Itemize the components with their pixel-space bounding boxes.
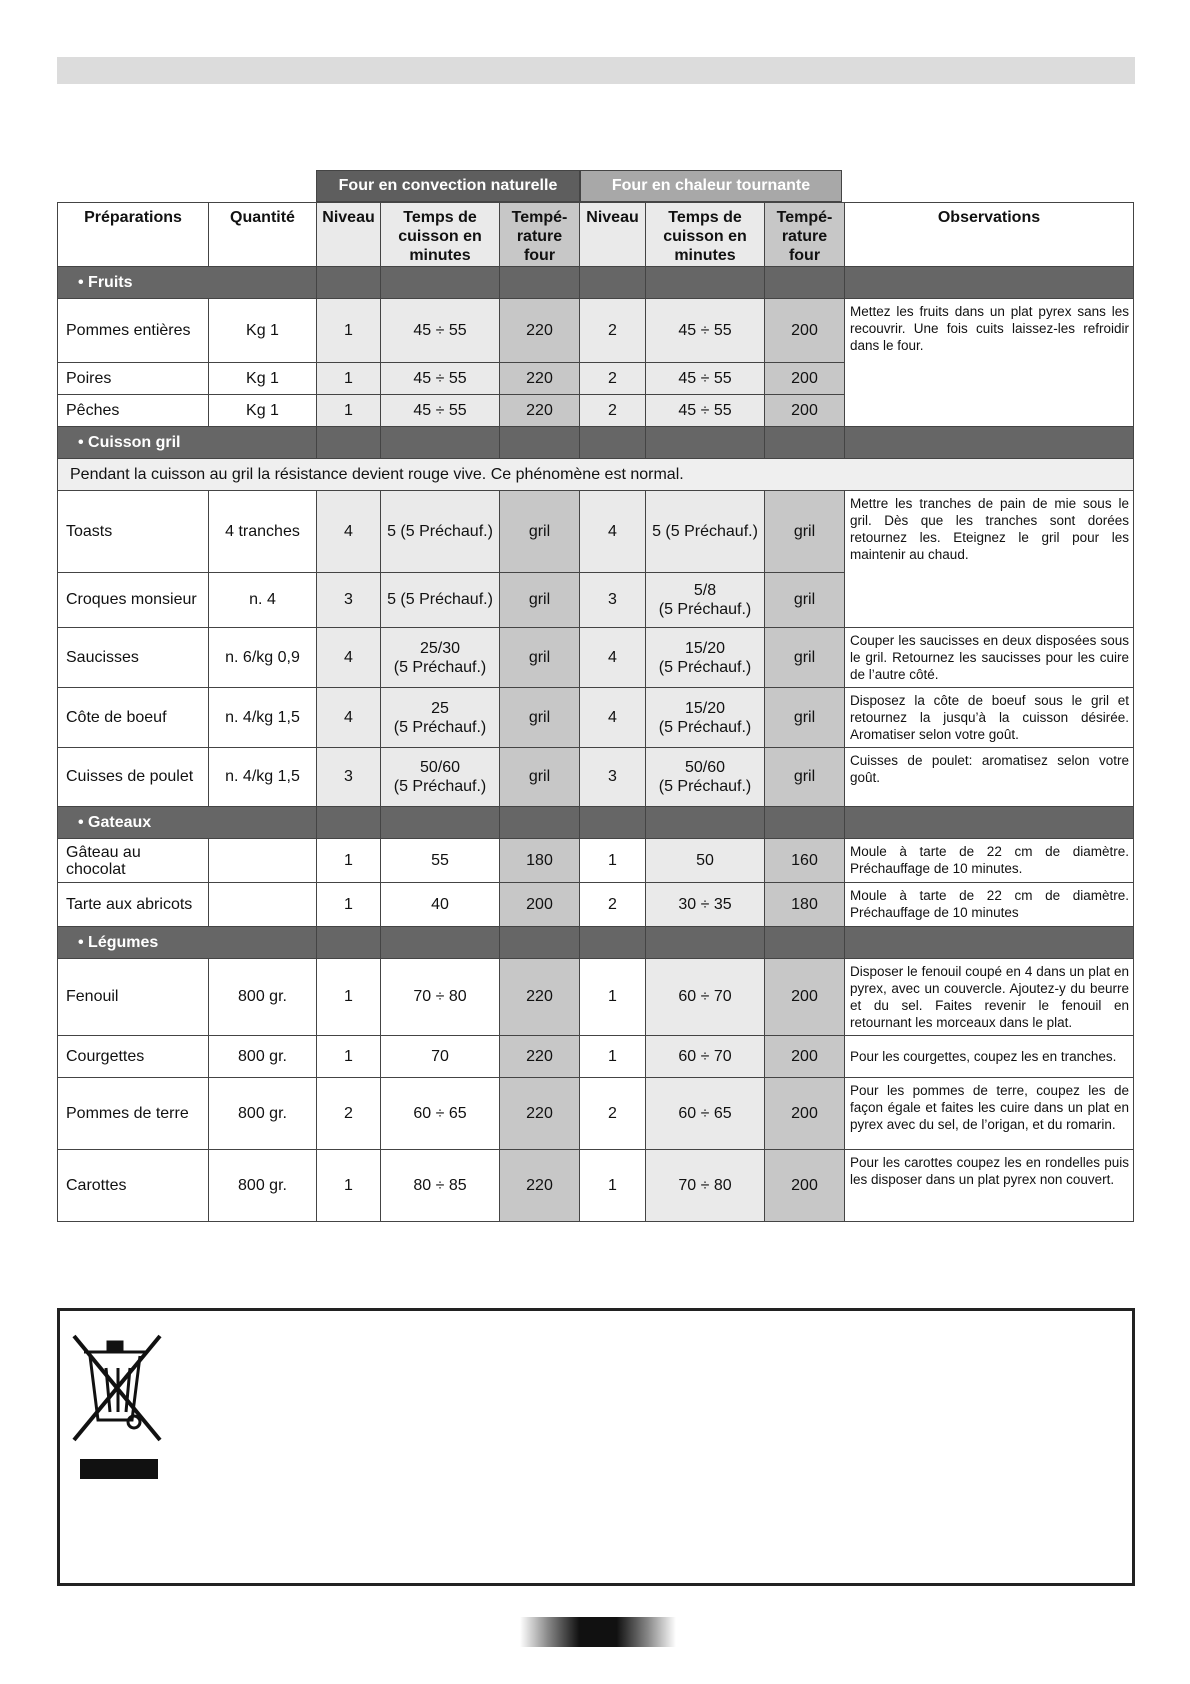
row-name: Pêches xyxy=(58,395,209,427)
cell-temps: 45 ÷ 55 xyxy=(646,299,765,363)
cell-temperature: 200 xyxy=(765,1036,845,1078)
cell-temps: 45 ÷ 55 xyxy=(646,363,765,395)
cell-temperature: 220 xyxy=(500,959,580,1036)
cell-temps: 5/8 (5 Préchauf.) xyxy=(646,573,765,628)
cell-temps: 15/20 (5 Préchauf.) xyxy=(646,628,765,688)
cell-niveau: 2 xyxy=(580,395,646,427)
header-convection-naturelle: Four en convection naturelle xyxy=(316,170,580,202)
cell-temps: 15/20 (5 Préchauf.) xyxy=(646,688,765,748)
section-row-fruits xyxy=(58,267,1134,299)
cell-temps: 55 xyxy=(381,839,500,883)
row-name: Croques monsieur xyxy=(58,573,209,628)
row-name: Toasts xyxy=(58,491,209,573)
row-name: Gâteau au chocolat xyxy=(58,839,209,883)
row-qty: 800 gr. xyxy=(209,1036,317,1078)
cell-temps: 80 ÷ 85 xyxy=(381,1150,500,1222)
cell-temperature: 220 xyxy=(500,1036,580,1078)
col-quantite: Quantité xyxy=(209,203,317,267)
cell-temperature: 200 xyxy=(765,395,845,427)
cell-niveau: 3 xyxy=(317,748,381,807)
cell-temperature: 200 xyxy=(765,299,845,363)
row-qty: n. 4/kg 1,5 xyxy=(209,748,317,807)
top-grey-bar xyxy=(57,57,1135,84)
cell-niveau: 2 xyxy=(580,883,646,927)
table-row xyxy=(58,491,1134,573)
table-row xyxy=(58,839,1134,883)
table-row xyxy=(58,299,1134,363)
section-row-gateaux xyxy=(58,807,1134,839)
cell-temps: 60 ÷ 65 xyxy=(381,1078,500,1150)
row-name: Carottes xyxy=(58,1150,209,1222)
table-row xyxy=(58,1036,1134,1078)
cell-niveau: 1 xyxy=(317,363,381,395)
page-number-bar xyxy=(520,1617,676,1647)
header-chaleur-tournante: Four en chaleur tournante xyxy=(580,170,842,202)
cell-niveau: 1 xyxy=(317,1150,381,1222)
weee-black-bar xyxy=(80,1459,158,1479)
cooking-table xyxy=(57,202,1134,1222)
observation-cell: Pour les pommes de terre, coupez les de façon égale et faites les cuire dans un plat en pyrex avec du sel, de l’origan, et du romarin. xyxy=(845,1078,1134,1150)
observation-cell: Disposer le fenouil coupé en 4 dans un plat en pyrex, avec un couvercle. Ajoutez-y du beurre et du sel. Faites revenir le fenouil en retournant les morceaux dans le plat. xyxy=(845,959,1134,1036)
cell-niveau: 1 xyxy=(580,1150,646,1222)
row-name: Poires xyxy=(58,363,209,395)
cell-temperature: gril xyxy=(500,748,580,807)
row-qty: n. 6/kg 0,9 xyxy=(209,628,317,688)
table-row xyxy=(58,1150,1134,1222)
col-niveau-tour: Niveau xyxy=(580,203,646,267)
observation-cell: Cuisses de poulet: aromatisez selon votre goût. xyxy=(845,748,1134,807)
crossed-out-wheelie-bin-icon xyxy=(70,1328,166,1444)
cell-temperature: gril xyxy=(765,628,845,688)
table-row xyxy=(58,1078,1134,1150)
section-row-legumes xyxy=(58,927,1134,959)
col-preparations: Préparations xyxy=(58,203,209,267)
cell-temperature: 220 xyxy=(500,363,580,395)
cell-temps: 45 ÷ 55 xyxy=(381,299,500,363)
cell-niveau: 3 xyxy=(580,573,646,628)
cell-temperature: 200 xyxy=(765,959,845,1036)
cell-niveau: 3 xyxy=(317,573,381,628)
cell-niveau: 2 xyxy=(580,363,646,395)
observation-cell: Moule à tarte de 22 cm de diamètre. Préchauffage de 10 minutes. xyxy=(845,839,1134,883)
cell-temperature: 220 xyxy=(500,299,580,363)
cell-temperature: 200 xyxy=(765,363,845,395)
cell-temperature: gril xyxy=(500,573,580,628)
cell-niveau: 4 xyxy=(580,688,646,748)
cell-temps: 70 xyxy=(381,1036,500,1078)
cell-temperature: gril xyxy=(500,628,580,688)
cell-temps: 5 (5 Préchauf.) xyxy=(381,573,500,628)
cell-temps: 50/60 (5 Préchauf.) xyxy=(646,748,765,807)
cell-temps: 40 xyxy=(381,883,500,927)
row-qty: n. 4 xyxy=(209,573,317,628)
cell-temperature: gril xyxy=(765,688,845,748)
cell-temps: 25 (5 Préchauf.) xyxy=(381,688,500,748)
gril-note-row xyxy=(58,459,1134,491)
cell-temperature: 200 xyxy=(765,1078,845,1150)
section-label: • Cuisson gril xyxy=(58,427,317,459)
cell-niveau: 1 xyxy=(317,883,381,927)
row-qty: 800 gr. xyxy=(209,1150,317,1222)
section-label: • Gateaux xyxy=(58,807,317,839)
row-name: Cuisses de poulet xyxy=(58,748,209,807)
row-name: Saucisses xyxy=(58,628,209,688)
row-name: Fenouil xyxy=(58,959,209,1036)
observation-cell: Couper les saucisses en deux disposées sous le gril. Retournez les saucisses pour les cuire de l’autre côté. xyxy=(845,628,1134,688)
row-name: Courgettes xyxy=(58,1036,209,1078)
cell-temps: 45 ÷ 55 xyxy=(381,395,500,427)
cell-temps: 5 (5 Préchauf.) xyxy=(381,491,500,573)
cell-temps: 50 xyxy=(646,839,765,883)
row-name: Tarte aux abricots xyxy=(58,883,209,927)
cell-temperature: 200 xyxy=(765,1150,845,1222)
observation-cell: Mettre les tranches de pain de mie sous le gril. Dès que les tranches sont dorées retournez les. Eteignez le gril pour les maintenir au chaud. xyxy=(845,491,1134,628)
cell-temperature: gril xyxy=(765,491,845,573)
cell-temperature: gril xyxy=(500,491,580,573)
header-row xyxy=(58,203,1134,267)
cell-temperature: 220 xyxy=(500,1078,580,1150)
row-qty: 800 gr. xyxy=(209,959,317,1036)
section-label: • Fruits xyxy=(58,267,317,299)
table-row xyxy=(58,883,1134,927)
row-name: Côte de boeuf xyxy=(58,688,209,748)
table-row xyxy=(58,959,1134,1036)
col-temperature-nat: Tempé- rature four xyxy=(500,203,580,267)
cell-niveau: 1 xyxy=(580,959,646,1036)
cell-niveau: 2 xyxy=(317,1078,381,1150)
cell-temps: 25/30 (5 Préchauf.) xyxy=(381,628,500,688)
cell-temps: 70 ÷ 80 xyxy=(381,959,500,1036)
cell-niveau: 3 xyxy=(580,748,646,807)
cell-temps: 60 ÷ 70 xyxy=(646,959,765,1036)
col-temperature-tour: Tempé- rature four xyxy=(765,203,845,267)
section-row-gril xyxy=(58,427,1134,459)
row-qty xyxy=(209,883,317,927)
observation-cell: Pour les courgettes, coupez les en tranches. xyxy=(845,1036,1134,1078)
row-qty: Kg 1 xyxy=(209,395,317,427)
cell-temps: 45 ÷ 55 xyxy=(381,363,500,395)
section-label: • Légumes xyxy=(58,927,317,959)
table-row xyxy=(58,688,1134,748)
cell-niveau: 1 xyxy=(317,839,381,883)
cell-temperature: 160 xyxy=(765,839,845,883)
row-qty: Kg 1 xyxy=(209,299,317,363)
cell-temperature: 180 xyxy=(765,883,845,927)
cell-temperature: gril xyxy=(500,688,580,748)
cell-niveau: 2 xyxy=(580,1078,646,1150)
table-row xyxy=(58,628,1134,688)
gril-note: Pendant la cuisson au gril la résistance devient rouge vive. Ce phénomène est normal. xyxy=(58,459,1134,491)
row-name: Pommes de terre xyxy=(58,1078,209,1150)
col-temps-tour: Temps de cuisson en minutes xyxy=(646,203,765,267)
row-qty xyxy=(209,839,317,883)
observation-cell: Moule à tarte de 22 cm de diamètre. Préchauffage de 10 minutes xyxy=(845,883,1134,927)
row-qty: Kg 1 xyxy=(209,363,317,395)
cell-niveau: 4 xyxy=(317,628,381,688)
cell-temps: 60 ÷ 70 xyxy=(646,1036,765,1078)
cell-temps: 60 ÷ 65 xyxy=(646,1078,765,1150)
cell-niveau: 4 xyxy=(580,491,646,573)
cell-niveau: 1 xyxy=(317,395,381,427)
cell-temps: 70 ÷ 80 xyxy=(646,1150,765,1222)
cell-temperature: 220 xyxy=(500,395,580,427)
cell-niveau: 1 xyxy=(317,959,381,1036)
cell-niveau: 1 xyxy=(317,299,381,363)
table-row xyxy=(58,748,1134,807)
cell-niveau: 1 xyxy=(580,1036,646,1078)
col-niveau-nat: Niveau xyxy=(317,203,381,267)
cell-temperature: 200 xyxy=(500,883,580,927)
row-qty: n. 4/kg 1,5 xyxy=(209,688,317,748)
cell-niveau: 1 xyxy=(580,839,646,883)
observation-cell: Disposez la côte de boeuf sous le gril et retournez la jusqu’à la cuisson désirée. Aromatiser selon votre goût. xyxy=(845,688,1134,748)
cell-temperature: gril xyxy=(765,573,845,628)
cell-niveau: 4 xyxy=(580,628,646,688)
cell-niveau: 4 xyxy=(317,491,381,573)
col-temps-nat: Temps de cuisson en minutes xyxy=(381,203,500,267)
cell-niveau: 4 xyxy=(317,688,381,748)
observation-cell: Mettez les fruits dans un plat pyrex sans les recouvrir. Une fois cuits laissez-les refroidir dans le four. xyxy=(845,299,1134,427)
cell-niveau: 2 xyxy=(580,299,646,363)
col-observations: Observations xyxy=(845,203,1134,267)
cell-temperature: 180 xyxy=(500,839,580,883)
row-name: Pommes entières xyxy=(58,299,209,363)
cell-temps: 5 (5 Préchauf.) xyxy=(646,491,765,573)
disposal-info-box xyxy=(57,1308,1135,1586)
cell-temperature: 220 xyxy=(500,1150,580,1222)
observation-cell: Pour les carottes coupez les en rondelles puis les disposer dans un plat pyrex non couvert. xyxy=(845,1150,1134,1222)
cell-temps: 50/60 (5 Préchauf.) xyxy=(381,748,500,807)
cell-temps: 30 ÷ 35 xyxy=(646,883,765,927)
row-qty: 4 tranches xyxy=(209,491,317,573)
cell-temps: 45 ÷ 55 xyxy=(646,395,765,427)
cell-niveau: 1 xyxy=(317,1036,381,1078)
row-qty: 800 gr. xyxy=(209,1078,317,1150)
cell-temperature: gril xyxy=(765,748,845,807)
